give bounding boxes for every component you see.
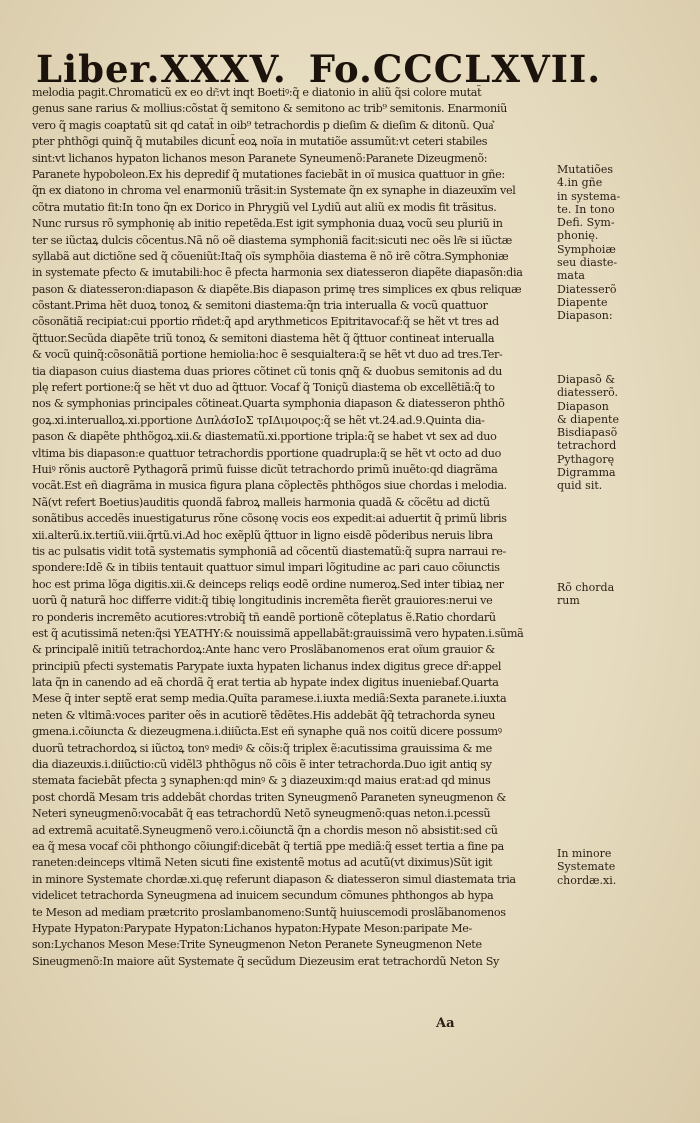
margin-note-line: Defi. Sym- bbox=[557, 216, 615, 230]
text-line: cõstant.Prima hẽt duoꝝ tonoꝝ & semitoni diastema:q̃n tria interualla & vocũ quattuor bbox=[32, 299, 488, 313]
text-line: dia diazeuxis.i.diiũctio:cũ vidẽl3 phthõgus nõ cõis ẽ inter tetrachorda.Duo igit antiq sy bbox=[32, 758, 492, 772]
text-line: lata q̃n in canendo ad eã chordã q̃ erat tertia ab hypate index digitus inueniebaf.Quarta bbox=[32, 676, 499, 690]
text-line: goꝝ.xi.interualloꝝ.xi.pportione ΔιπλάσΙοΣ τρΙΔιμοιρος:q̃ se hẽt vt.24.ad.9.Quinta dia- bbox=[32, 413, 485, 427]
main-text-column bbox=[32, 85, 550, 970]
text-line: ter se iũctaꝝ dulcis cõcentus.Nã nõ oẽ diastema symphoniã facit:sicuti nec oẽs lr͂e si iũctæ bbox=[32, 233, 512, 247]
text-line: Nunc rursus rõ symphonię ab initio repetẽda.Est igit symphonia duaꝝ vocũ seu pluriũ in bbox=[32, 217, 503, 231]
text-line: sint:vt lichanos hypaton lichanos meson Paranete Syneumenõ:Paranete Dizeugmenõ: bbox=[32, 151, 488, 165]
text-line: Sineugmenõ:In maiore aũt Systemate q̃ secũdum Diezeusim erat tetrachordũ Neton Sy bbox=[32, 954, 500, 968]
text-line: cõtra mutatio fit:In tono q̃n ex Dorico in Phrygiũ vel Lydiũ aut aliũ ex modis fit trãsitus. bbox=[32, 200, 497, 214]
text-line: Hypate Hypaton:Parypate Hypaton:Lichanos hypaton:Hypate Meson:paripate Me- bbox=[32, 921, 472, 935]
margin-note-line: Rõ chorda bbox=[557, 581, 615, 594]
margin-note-line: Mutatiões bbox=[557, 163, 614, 176]
book-number: Liber.XXXV. bbox=[36, 47, 287, 91]
margin-note-line: chordæ.xi. bbox=[557, 873, 617, 887]
text-line: Nã(vt refert Boetius)auditis quondã fabroꝝ malleis harmonia quadã & cõcẽtu ad dictũ bbox=[32, 495, 490, 509]
signature-mark: Aa bbox=[436, 1016, 455, 1031]
margin-note-chordarum bbox=[557, 581, 667, 608]
text-line: Mese q̃ inter septẽ erat semp media.Quĩta paramese.i.iuxta mediã:Sexta paranete.i.iuxta bbox=[32, 692, 507, 706]
text-line: raneten:deinceps vltimã Neten sicuti fine existentẽ motus ad acutũ(vt diximus)Sũt igit bbox=[32, 856, 493, 870]
margin-note-line: quid sit. bbox=[557, 479, 603, 493]
margin-note-line: Diatesserõ bbox=[557, 282, 617, 296]
margin-note-minor-system bbox=[557, 847, 667, 887]
text-line: nos & symphonias principales cõtineat.Quarta symphonia diapason & diatesseron phthõ bbox=[32, 397, 505, 411]
text-line: melodia pagit.Chromaticũ ex eo dr͂:vt inqt Boetiꝰ:q̃ e diatonio in aliũ q̃si colore mutat̃ bbox=[32, 86, 482, 99]
margin-note-line: mata bbox=[557, 269, 585, 283]
text-line: syllabã aut dictiõne sed q̃ cõueniũt:Itaq̃ oĩs symphõia diastema ẽ nõ irẽ cõtra.Symphoniæ bbox=[32, 249, 509, 263]
text-line: neten & vltimã:voces pariter oẽs in acutiorẽ tẽdẽtes.His addebãt q̃q̃ tetrachorda syneu bbox=[32, 708, 495, 722]
margin-note-line: Symphoiæ bbox=[557, 242, 616, 256]
margin-note-line: Bisdiapasõ bbox=[557, 426, 618, 440]
text-line: in minore Systemate chordæ.xi.quę referunt diapason & diatesseron simul diastemata tria bbox=[32, 872, 516, 886]
margin-note-line: 4.in gñe bbox=[557, 176, 603, 190]
text-line: videlicet tetrachorda Syneugmena ad inuicem secundum cõmunes phthongos ab hypa bbox=[32, 889, 494, 903]
text-line: stemata faciebãt pfecta ꝫ synaphen:qd minꝰ & ꝫ diazeuxim:qd maius erat:ad qd minus bbox=[32, 774, 491, 788]
margin-note-line: In minore bbox=[557, 847, 612, 860]
margin-note-diapason bbox=[557, 373, 667, 493]
text-line: in systemate pfecto & imutabili:hoc ẽ pfecta harmonia sex diatesseron diapẽte diapasõn:dia bbox=[32, 266, 523, 280]
text-line: ad extremã acuitatẽ.Syneugmenõ vero.i.cõiunctã q̃n a chordis meson nõ absistit:sed cũ bbox=[32, 823, 498, 837]
margin-note-line: Diapason: bbox=[557, 309, 613, 323]
text-line: hoc est prima lõga digitis.xii.& deinceps reliqs eodẽ ordine numeroꝝ.Sed inter tibiaꝝ ner bbox=[32, 577, 504, 591]
text-line: q̃ttuor.Secũda diapẽte triũ tonoꝝ & semitoni diastema hẽt q̃ q̃ttuor contineat interualla bbox=[32, 331, 495, 345]
margin-note-mutations bbox=[557, 163, 667, 323]
text-line: spondere:Idẽ & in tibiis tentauit quattuor simul impari lõgitudine ac pari cauo cõiunctis bbox=[32, 561, 500, 575]
text-line: plę refert portione:q̃ se hẽt vt duo ad q̃ttuor. Vocaf q̃ Toniçũ diastema ob excellẽtiã:q̃ to bbox=[32, 381, 495, 395]
text-line: tia diapason cuius diastema duas priores cõtinet cũ tonis qnq̃ & duobus semitonis ad du bbox=[32, 364, 503, 378]
text-line: xii.alterũ.ix.tertiũ.viii.q̃rtũ.vi.Ad hoc exẽplũ q̃ttuor in ligno eisdẽ põderibus neruis libra bbox=[32, 528, 493, 542]
text-line: sonãtibus accedẽs inuestigaturus rõne cõsonę vocis eos expedit:ai aduertit q̃ primũ libris bbox=[32, 512, 507, 526]
text-line: ro ponderis incremẽto acutiores:vtrobiq̃ tñ eandẽ portionẽ cõteplatus ẽ.Ratio chordarũ bbox=[32, 610, 496, 624]
text-line: gmena.i.cõiuncta & diezeugmena.i.diiũcta.Est eñ synaphe quã nos coitũ dicere possumꝰ bbox=[32, 725, 502, 739]
text-line: duorũ tetrachordoꝝ si iũctoꝝ tonꝰ mediꝰ & cõis:q̃ triplex ẽ:acutissima grauissima & me bbox=[32, 741, 492, 755]
text-line: est q̃ acutissimã neten:q̃si ΥΕΑΤΗΥ:& nouissimã appellabãt:grauissimã vero hypaten.i.sũmã bbox=[32, 626, 524, 640]
text-line: & principalẽ initiũ tetrachordoꝝ:Ante hanc vero Proslãbanomenos erat oĩum grauior & bbox=[32, 643, 495, 657]
margin-note-line: seu diaste- bbox=[557, 256, 618, 270]
text-line: q̃n ex diatono in chroma vel enarmoniũ trãsit:in Systemate q̃n ex synaphe in diazeuxĩm vel bbox=[32, 184, 516, 198]
margin-note-line: diatesserõ. bbox=[557, 386, 619, 400]
text-line: uorũ q̃ naturã hoc differre vidit:q̃ tibię longitudinis incremẽta fierẽt grauiores:nerui ve bbox=[32, 594, 493, 608]
margin-note-line: phonię. bbox=[557, 229, 599, 243]
text-line: pason & diapẽte phthõgoꝝ.xii.& diastematũ.xi.pportione tripla:q̃ se habet vt sex ad duo bbox=[32, 430, 497, 444]
text-line: tis ac pulsatis vidit totã systematis symphoniã ad cõcentũ diastematũ:q̃ supra narraui re- bbox=[32, 544, 506, 558]
folio-number: Fo.CCCLXVII. bbox=[308, 47, 602, 91]
margin-note-line: Systemate bbox=[557, 860, 616, 874]
text-line: son:Lychanos Meson Mese:Trite Syneugmenon Neton Peranete Syneugmenon Nete bbox=[32, 938, 482, 952]
text-line: ea q̃ mesa vocaf cõi phthongo cõiungif:dicebãt q̃ tertiã ppe mediã:q̃ esset tertia a fine pa bbox=[32, 839, 504, 853]
text-line: vero q̃ magis coaptatũ sit qd catat̃ in oib⁹ tetrachordis p dieſim & dieſim & ditonũ. Qua͛ bbox=[32, 118, 493, 132]
margin-note-line: Diapason bbox=[557, 399, 609, 413]
text-line: vocãt.Est eñ diagrãma in musica figura plana cõplectẽs phthõgos siue chordas i melodia. bbox=[32, 479, 507, 493]
text-line: Neteri syneugmenõ:vocabãt q̃ eas tetrachordũ Netõ syneugmenõ:quas neton.i.pcessũ bbox=[32, 807, 491, 821]
text-line: te Meson ad mediam prætcrito proslambanomeno:Suntq̃ huiuscemodi proslãbanomenos bbox=[32, 905, 506, 919]
text-line: Huiꝰ rõnis auctorẽ Pythagorã primũ fuisse dicũt tetrachordo primũ inuẽto:qd diagrãma bbox=[32, 462, 498, 476]
margin-note-line: Diapasõ & bbox=[557, 373, 616, 386]
text-line: & vocũ quinq̃:cõsonãtiã portione hemiolia:hoc ẽ sesquialtera:q̃ se hẽt vt duo ad tres.Ter- bbox=[32, 348, 503, 362]
margin-note-line: Pythagorę bbox=[557, 452, 615, 466]
text-line: post chordã Mesam tris addebãt chordas triten Syneugmenõ Paraneten syneugmenon & bbox=[32, 790, 506, 804]
text-line: principiũ pfecti systematis Parypate iuxta hypaten lichanus index digitus grece dr̃:appel bbox=[32, 659, 502, 673]
text-line: pter phthõgi quinq̃ q̃ mutabiles dicunt̃ eoꝝ noĩa in mutatiõe assumũt:vt ceteri stabiles bbox=[32, 135, 488, 149]
margin-note-line: & diapente bbox=[557, 412, 619, 426]
margin-note-line: Diapente bbox=[557, 295, 608, 309]
margin-note-line: in systema- bbox=[557, 189, 621, 203]
text-line: Paranete hypoboleon.Ex his depredif q̃ mutationes faciebãt in oĩ musica quattuor in gñe: bbox=[32, 167, 505, 181]
margin-note-line: rum bbox=[557, 594, 580, 608]
margin-note-line: te. In tono bbox=[557, 202, 615, 216]
margin-note-line: Digramma bbox=[557, 466, 616, 480]
text-line: cõsonãtiã recipiat:cui pportio rñdet:q̃ apd arythmeticos Epitritavocaf:q̃ se hẽt vt tres ad bbox=[32, 315, 499, 329]
text-line: genus sane rarius & mollius:cõstat q̃ semitono & semitono ac trib⁹ semitonis. Enarmoniũ bbox=[32, 102, 507, 116]
text-line: pason & diatesseron:diapason & diapẽte.Bis diapason primę tres simplices ex qbus reliquæ bbox=[32, 282, 522, 296]
margin-note-line: tetrachord bbox=[557, 439, 617, 453]
text-line: vltima bis diapason:e quattuor tetrachordis pportione quadrupla:q̃ se hẽt vt octo ad duo bbox=[32, 446, 502, 460]
